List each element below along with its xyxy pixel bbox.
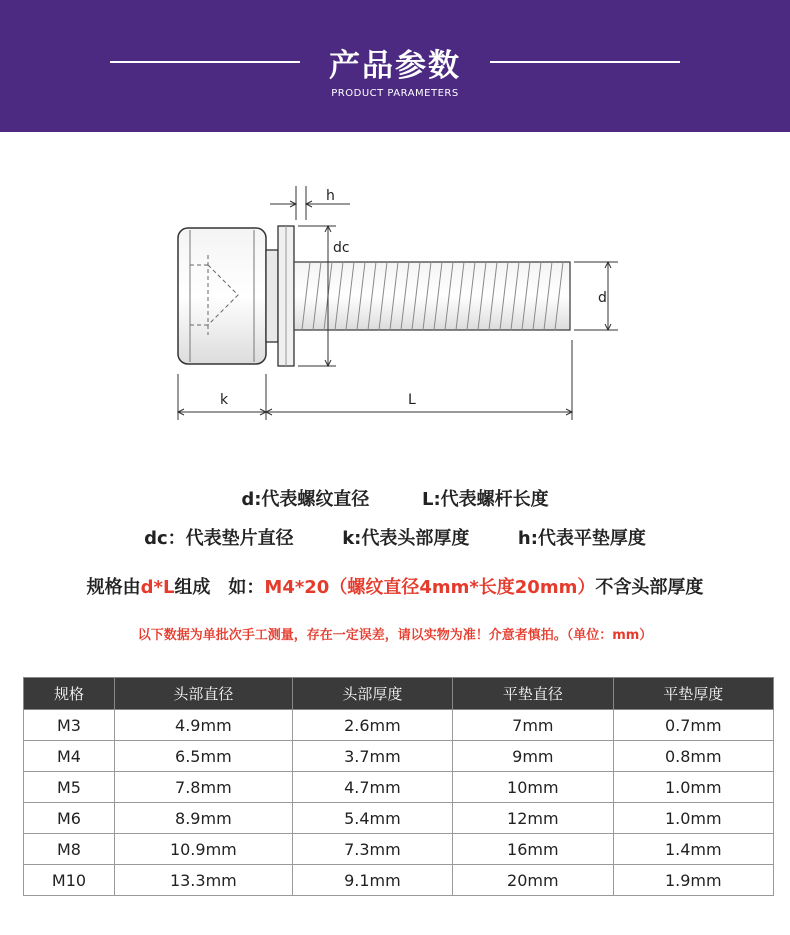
table-cell: 1.0mm: [613, 772, 773, 803]
spec-suffix: 不含头部厚度: [595, 577, 704, 598]
table-row: [24, 741, 774, 772]
label-dc: dc: [333, 240, 350, 256]
table-cell: M8: [24, 834, 115, 865]
table-cell: M10: [24, 865, 115, 896]
table-cell: 0.8mm: [613, 741, 773, 772]
spec-middle: 组成 如：: [174, 577, 265, 598]
label-d: d: [598, 290, 607, 306]
table-cell: 12mm: [453, 803, 613, 834]
label-h: h: [326, 188, 335, 204]
spec-prefix: 规格由: [86, 577, 141, 598]
label-k: k: [220, 392, 229, 408]
table-cell: 10mm: [453, 772, 613, 803]
table-cell: 7.8mm: [115, 772, 293, 803]
legend-d: d:代表螺纹直径: [241, 489, 370, 510]
legend-L: L:代表螺杆长度: [421, 489, 549, 510]
dim-h: [270, 186, 350, 220]
table-cell: 16mm: [453, 834, 613, 865]
table-cell: 5.4mm: [292, 803, 452, 834]
table-cell: 1.4mm: [613, 834, 773, 865]
spec-formula: d*L: [140, 577, 175, 598]
legend-h: h:代表平垫厚度: [517, 528, 646, 549]
table-cell: 2.6mm: [292, 710, 452, 741]
page-subtitle: PRODUCT PARAMETERS: [331, 88, 459, 99]
table-cell: 10.9mm: [115, 834, 293, 865]
header-banner: [0, 0, 790, 132]
spring-washer: [266, 250, 278, 342]
table-cell: 13.3mm: [115, 865, 293, 896]
legend-dc: dc：代表垫片直径: [144, 528, 294, 549]
table-cell: 3.7mm: [292, 741, 452, 772]
table-cell: 7.3mm: [292, 834, 452, 865]
table-cell: 0.7mm: [613, 710, 773, 741]
page-title: 产品参数: [329, 48, 461, 84]
legend-line-2: [0, 524, 790, 550]
header-divider-right: [490, 61, 680, 63]
dim-d: [574, 262, 618, 330]
table-cell: 9.1mm: [292, 865, 452, 896]
table-cell: M3: [24, 710, 115, 741]
table-row: [24, 803, 774, 834]
table-row: [24, 865, 774, 896]
table-cell: 1.9mm: [613, 865, 773, 896]
table-cell: 6.5mm: [115, 741, 293, 772]
spec-example: M4*20（螺纹直径4mm*长度20mm）: [264, 577, 596, 598]
header-cell: 规格: [24, 678, 115, 710]
header-cell: 平垫直径: [453, 678, 613, 710]
table-cell: 20mm: [453, 865, 613, 896]
header-cell: 头部厚度: [292, 678, 452, 710]
table-cell: 4.7mm: [292, 772, 452, 803]
table-cell: 9mm: [453, 741, 613, 772]
table-row: [24, 834, 774, 865]
table-cell: 4.9mm: [115, 710, 293, 741]
table-cell: 7mm: [453, 710, 613, 741]
table-row: [24, 710, 774, 741]
table-cell: 8.9mm: [115, 803, 293, 834]
table-cell: M5: [24, 772, 115, 803]
table-cell: 1.0mm: [613, 803, 773, 834]
table-row: [24, 772, 774, 803]
spec-table: [23, 677, 774, 896]
screw-diagram: [150, 180, 640, 430]
header-cell: 平垫厚度: [613, 678, 773, 710]
legend-k: k:代表头部厚度: [342, 528, 470, 549]
label-L: L: [408, 392, 416, 408]
measurement-note: 以下数据为单批次手工测量，存在一定误差，请以实物为准！介意者慎拍。（单位：mm）: [137, 628, 653, 643]
legend-line-1: [0, 485, 790, 511]
header-cell: 头部直径: [115, 678, 293, 710]
spec-line: [0, 573, 790, 599]
table-header-row: [24, 678, 774, 710]
table-cell: M6: [24, 803, 115, 834]
table-cell: M4: [24, 741, 115, 772]
screw-head: [178, 228, 266, 364]
